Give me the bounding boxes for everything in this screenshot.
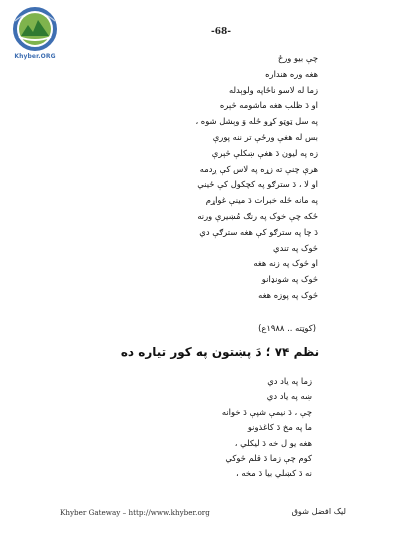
poem-line: بس له هغې ورځې تر ننه پورې [212,131,318,142]
footer-author: لیک افضل شوق [291,506,346,516]
section-title: نظم ۷۴ ؛ دَ پښتون په کور تياره ده [120,345,320,359]
poem-line: او څوک په زنه هغه [253,258,318,269]
poem-line: او دَ ظلب هغه ماشومه څېره [219,100,318,111]
date-note: (کوټته .. ۱۹۸۸ع) [258,323,316,333]
poem-line: کوم چې زما دَ قلم څوکي [225,453,312,464]
poem-line: ښه په ياد دي [266,391,312,402]
poem-line: څوک په پوزه هغه [258,289,318,300]
poem-line: په مانه څله خبرات دَ مينې غواړم [205,195,318,206]
logo-caption: Khyber.ORG [14,53,56,60]
poem-line: څوک په تندي [273,242,318,253]
poem-line: زما له لاسو ناځاپه ولوېدله [228,84,318,95]
poem-line: چې ، دَ نيمې شپې دَ خوانه [221,406,312,417]
page-number: -68- [211,27,231,37]
poem-line: چې بيو ورځ [277,53,318,63]
poem-line: زما په ياد دي [267,376,312,386]
poem-two-body [132,374,312,482]
khyber-logo [7,6,63,64]
poem-line: هغه يو ل خه دَ ليکلي ، [234,437,312,448]
footer-website[interactable]: Khyber Gateway – http://www.khyber.org [60,508,210,517]
poem-line: هرې چنې ته زړه په لاس کې ږدمه [199,163,318,174]
poem-body [128,51,318,304]
poem-line: څوک په شونډانو [261,274,318,285]
poem-line: هغه وره هنداره [265,68,318,79]
poem-line: او لا ، دَ سترګو په کچکول کې ځيني [197,179,318,190]
poem-line: دَ چا په سترګو کې هغه سترګې دي [199,226,318,237]
poem-line: ځکه چې خوک په رنګ مُښيرې ورنه [197,210,318,221]
poem-line: زه په ليون دَ هغې ښکلې څېرې [211,147,318,158]
poem-line: ما په مخ دَ کاغذونو [247,422,312,433]
poem-line: نه دَ کښلي بيا دَ مخه ، [236,468,312,479]
poem-line: په سل ټوټو کړو ځله وَ وېشل شوه ، [195,116,318,127]
